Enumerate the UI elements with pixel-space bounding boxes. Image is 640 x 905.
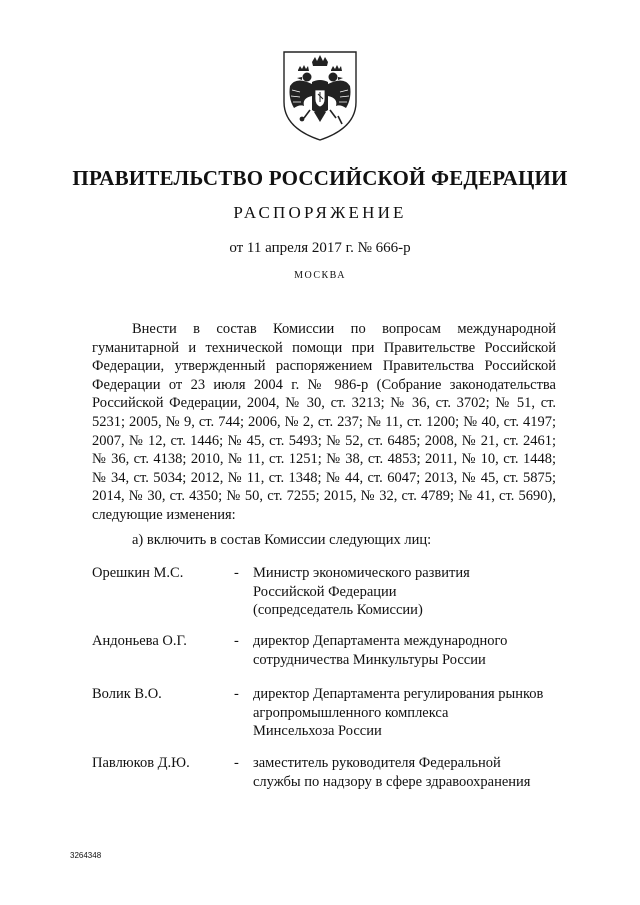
government-title: ПРАВИТЕЛЬСТВО РОССИЙСКОЙ ФЕДЕРАЦИИ xyxy=(72,166,568,190)
member-dash: - xyxy=(234,565,239,581)
member-dash: - xyxy=(234,755,239,771)
member-name: Андоньева О.Г. xyxy=(92,633,187,649)
russian-double-headed-eagle-emblem-icon xyxy=(282,50,358,142)
document-city: МОСКВА xyxy=(294,270,346,281)
position-line: директор Департамента регулирования рынков xyxy=(253,686,544,702)
position-line: заместитель руководителя Федеральной xyxy=(253,755,501,771)
position-line: агропромышленного комплекса xyxy=(253,704,449,721)
member-name: Волик В.О. xyxy=(92,686,162,702)
member-position xyxy=(253,632,573,669)
document-id-number: 3264348 xyxy=(70,851,102,860)
position-line: Российской Федерации xyxy=(253,583,397,600)
position-line: Министр экономического развития xyxy=(253,565,470,581)
member-position xyxy=(253,685,573,741)
member-name: Павлюков Д.Ю. xyxy=(92,755,190,771)
position-line: Минсельхоза России xyxy=(253,723,382,740)
member-dash: - xyxy=(234,686,239,702)
member-position xyxy=(253,564,573,620)
position-line: сотрудничества Минкультуры России xyxy=(253,651,486,668)
member-name: Орешкин М.С. xyxy=(92,565,184,581)
main-paragraph: Внести в состав Комиссии по вопросам международной гуманитарной и технической помощи при Правительстве Российской Федерации, утвержденный распоряжением Правительства Российской Федерации от 23 июля 2004 г. № 986-р (Собрание законодательства Российской Федерации, 2004, № 30, ст. 3213; № 36, ст. 3702; № 51, ст. 5231; 2005, № 9, ст. 744; 2006, № 2, ст. 237; № 11, ст. 1200; № 40, ст. 4197; 2007, № 12, ст. 1446; № 45, ст. 5493; № 52, ст. 6485; 2008, № 21, ст. 2461; № 36, ст. 4138; 2010, № 11, ст. 1251; № 38, ст. 4853; 2011, № 10, ст. 1448; № 34, ст. 5034; 2012, № 11, ст. 1348; № 44, ст. 6047; 2013, № 45, ст. 5875; 2014, № 30, ст. 4350; № 50, ст. 7255; 2015, № 32, ст. 4789; № 41, ст. 5690), следующие изменения: xyxy=(92,321,556,523)
member-position xyxy=(253,754,573,791)
subitem-a: а) включить в состав Комиссии следующих лиц: xyxy=(132,532,432,548)
position-line: службы по надзору в сфере здравоохранения xyxy=(253,773,531,790)
member-dash: - xyxy=(234,633,239,649)
document-date-number: от 11 апреля 2017 г. № 666-р xyxy=(229,240,411,256)
document-type: РАСПОРЯЖЕНИЕ xyxy=(233,203,407,222)
position-line: (сопредседатель Комиссии) xyxy=(253,602,423,619)
position-line: директор Департамента международного xyxy=(253,633,508,649)
